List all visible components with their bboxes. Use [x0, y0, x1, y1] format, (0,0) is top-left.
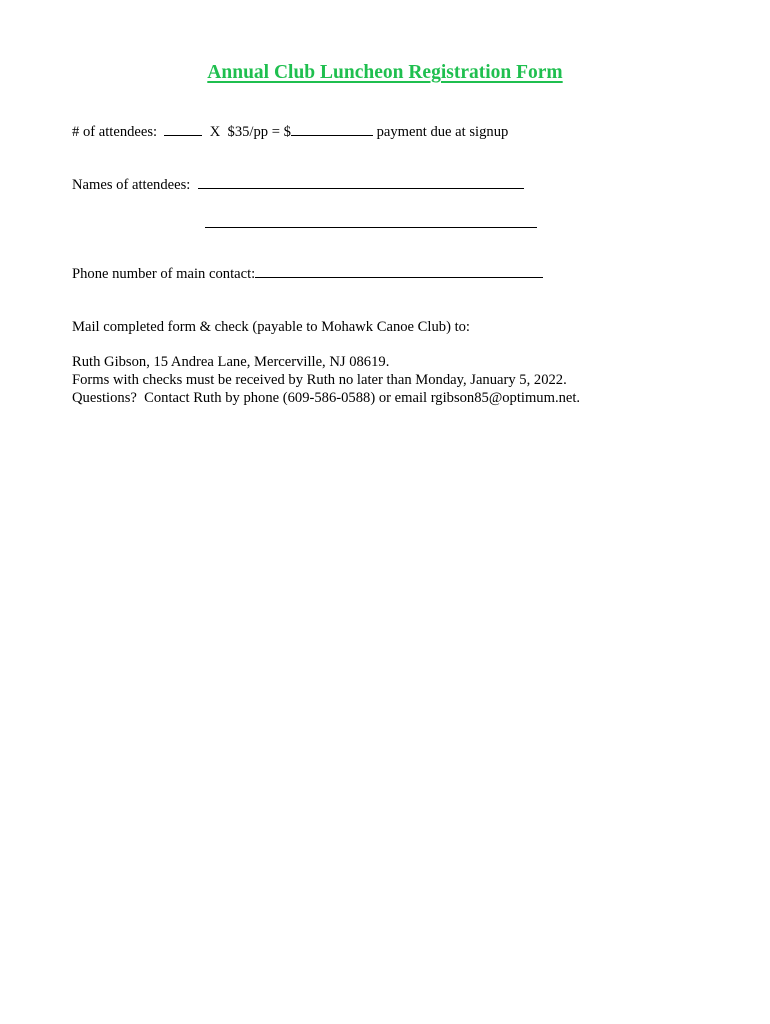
phone-label: Phone number of main contact: — [72, 266, 256, 282]
attendee-names-label: Names of attendees: — [72, 177, 191, 193]
mail-instruction: Mail completed form & check (payable to Mohawk Canoe Club) to: — [72, 319, 470, 335]
attendees-count-label: # of attendees: — [72, 124, 158, 140]
payment-total-field[interactable] — [291, 122, 373, 136]
deadline-text: Forms with checks must be received by Ruth no later than Monday, January 5, 2022. — [72, 372, 567, 388]
phone-field[interactable] — [255, 264, 543, 278]
attendees-count-row — [72, 122, 508, 141]
price-multiplier-text: X $35/pp = $ — [209, 124, 291, 140]
payment-due-text: payment due at signup — [376, 124, 509, 140]
mail-address: Ruth Gibson, 15 Andrea Lane, Mercerville, NJ 08619. — [72, 354, 390, 370]
attendee-names-field-1[interactable] — [198, 175, 524, 189]
attendee-names-row — [72, 175, 524, 194]
form-title: Annual Club Luncheon Registration Form — [207, 62, 563, 83]
phone-row — [72, 264, 543, 283]
attendee-names-field-2[interactable] — [205, 226, 537, 228]
attendees-count-field[interactable] — [164, 122, 202, 136]
questions-text: Questions? Contact Ruth by phone (609-586-0588) or email rgibson85@optimum.net. — [72, 390, 581, 406]
